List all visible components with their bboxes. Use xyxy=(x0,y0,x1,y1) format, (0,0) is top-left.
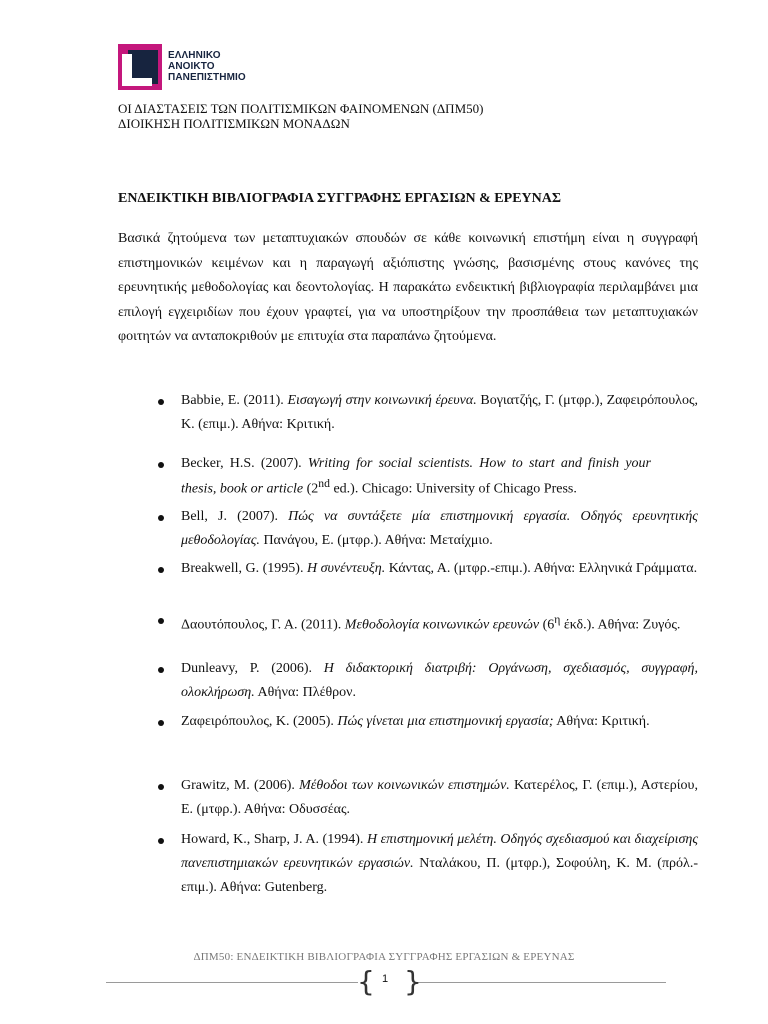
course-title: ΟΙ ΔΙΑΣΤΑΣΕΙΣ ΤΩΝ ΠΟΛΙΤΙΣΜΙΚΩΝ ΦΑΙΝΟΜΕΝΩΝ (ΔΠΜ50) xyxy=(118,101,484,116)
bullet-icon xyxy=(158,838,164,844)
reference-details: Αθήνα: Πλέθρον. xyxy=(254,685,356,700)
reference-author: Dunleavy, P. (2006). xyxy=(181,661,324,676)
bullet-icon xyxy=(158,667,164,673)
reference-item xyxy=(181,389,698,437)
bullet-icon xyxy=(158,720,164,726)
reference-details: Κάντας, Α. (μτφρ.-επιμ.). Αθήνα: Ελληνικά Γράμματα. xyxy=(385,561,698,576)
right-brace-icon: } xyxy=(404,965,422,998)
reference-author: Ζαφειρόπουλος, Κ. (2005). xyxy=(181,714,338,729)
reference-details: έκδ.). Αθήνα: Ζυγός. xyxy=(560,617,681,633)
bullet-icon xyxy=(158,618,164,624)
course-header xyxy=(118,101,483,131)
reference-details: Πανάγου, Ε. (μτφρ.). Αθήνα: Μεταίχμιο. xyxy=(259,533,493,548)
reference-author: Bell, J. (2007). xyxy=(181,509,289,524)
bullet-icon xyxy=(158,462,164,468)
logo-line-1: ΕΛΛΗΝΙΚΟ xyxy=(168,50,221,61)
document-title: ΕΝΔΕΙΚΤΙΚΗ ΒΙΒΛΙΟΓΡΑΦΙΑ ΣΥΓΓΡΑΦΗΣ ΕΡΓΑΣΙΩΝ & ΕΡΕΥΝΑΣ xyxy=(118,191,562,206)
reference-details: Κατερέλος, Γ. (επιμ.), Αστερίου, Ε. (μτφρ.). Αθήνα: Οδυσσέας. xyxy=(181,778,698,817)
reference-edition: (2 xyxy=(303,481,319,497)
reference-author: Babbie, E. (2011). xyxy=(181,393,288,408)
footer-running-title: ΔΠΜ50: ΕΝΔΕΙΚΤΙΚΗ ΒΙΒΛΙΟΓΡΑΦΙΑ ΣΥΓΓΡΑΦΗΣ ΕΡΓΑΣΙΩΝ & ΕΡΕΥΝΑΣ xyxy=(193,951,575,963)
logo-wordmark xyxy=(168,50,246,83)
reference-title: Η συνέντευξη. xyxy=(306,561,386,576)
reference-item xyxy=(181,454,651,500)
reference-item xyxy=(181,505,698,553)
reference-item xyxy=(181,657,698,705)
reference-item xyxy=(181,828,698,900)
reference-title: Εισαγωγή στην κοινωνική έρευνα. xyxy=(287,393,477,408)
reference-title: Η διδακτορική διατριβή: Οργάνωση, σχεδιασμός, συγγραφή, ολοκλήρωση. xyxy=(181,661,698,700)
reference-item xyxy=(181,710,698,734)
bullet-icon xyxy=(158,784,164,790)
reference-title: Πώς να συντάξετε μία επιστημονική εργασία. Οδηγός ερευνητικής μεθοδολογίας. xyxy=(181,509,698,548)
reference-title: Μέθοδοι των κοινωνικών επιστημών. xyxy=(299,778,510,793)
bullet-icon xyxy=(158,399,164,405)
reference-edition: (6 xyxy=(539,617,555,633)
footer-rule-left xyxy=(106,982,358,983)
reference-details: Αθήνα: Κριτική. xyxy=(553,714,650,729)
eap-logo-icon xyxy=(118,44,162,90)
footer-rule-right xyxy=(416,982,666,983)
course-module: ΔΙΟΙΚΗΣΗ ΠΟΛΙΤΙΣΜΙΚΩΝ ΜΟΝΑΔΩΝ xyxy=(118,116,350,131)
intro-paragraph: Βασικά ζητούμενα των μεταπτυχιακών σπουδών σε κάθε κοινωνική επιστήμη είναι η συγγραφή επιστημονικών κειμένων και η παραγωγή αξιόπιστης γνώσης, βασισμένης στους κανόνες της ερευνητικής μεθοδολογίας και δεοντολογίας. Η παρακάτω ενδεικτική βιβλιογραφία περιλαμβάνει μια επιλογή εγχειριδίων που έχουν γραφτεί, για να υποστηρίξουν την προσπάθεια των μεταπτυχιακών φοιτητών να ανταποκριθούν με επιτυχία στα παραπάνω ζητούμενα. xyxy=(118,231,698,345)
reference-author: Howard, K., Sharp, J. A. (1994). xyxy=(181,832,367,847)
left-brace-icon: { xyxy=(357,965,375,998)
bullet-icon xyxy=(158,515,164,521)
reference-details: ed.). Chicago: University of Chicago Press. xyxy=(329,481,577,497)
reference-details: Βογιατζής, Γ. (μτφρ.), Ζαφειρόπουλος, Κ. (επιμ.). Αθήνα: Κριτική. xyxy=(181,393,699,432)
page-number: 1 xyxy=(381,973,389,985)
bullet-icon xyxy=(158,567,164,573)
reference-title: Η επιστημονική μελέτη. Οδηγός σχεδιασμού και διαχείρισης πανεπιστημιακών ερευνητικών εργασιών. xyxy=(181,832,699,871)
reference-item xyxy=(181,774,698,822)
reference-item xyxy=(181,608,698,638)
reference-author: Δαουτόπουλος, Γ. Α. (2011). xyxy=(181,617,345,633)
university-logo xyxy=(118,44,248,90)
logo-line-3: ΠΑΝΕΠΙΣΤΗΜΙΟ xyxy=(168,72,246,83)
reference-details: Νταλάκου, Π. (μτφρ.), Σοφούλη, Κ. Μ. (πρόλ.-επιμ.). Αθήνα: Gutenberg. xyxy=(181,856,698,895)
reference-title: Writing for social scientists. How to start and finish your thesis, book or article xyxy=(181,456,651,497)
reference-title: Μεθοδολογία κοινωνικών ερευνών xyxy=(344,617,540,633)
reference-author: Becker, H.S. (2007). xyxy=(181,456,308,471)
reference-author: Breakwell, G. (1995). xyxy=(181,561,307,576)
reference-author: Grawitz, M. (2006). xyxy=(181,778,300,793)
logo-line-2: ΑΝΟΙΚΤΟ xyxy=(168,61,215,72)
reference-edition-sup: nd xyxy=(318,477,330,490)
reference-item xyxy=(181,557,698,581)
reference-edition-sup: η xyxy=(554,613,561,626)
reference-title: Πώς γίνεται μια επιστημονική εργασία; xyxy=(337,714,554,729)
